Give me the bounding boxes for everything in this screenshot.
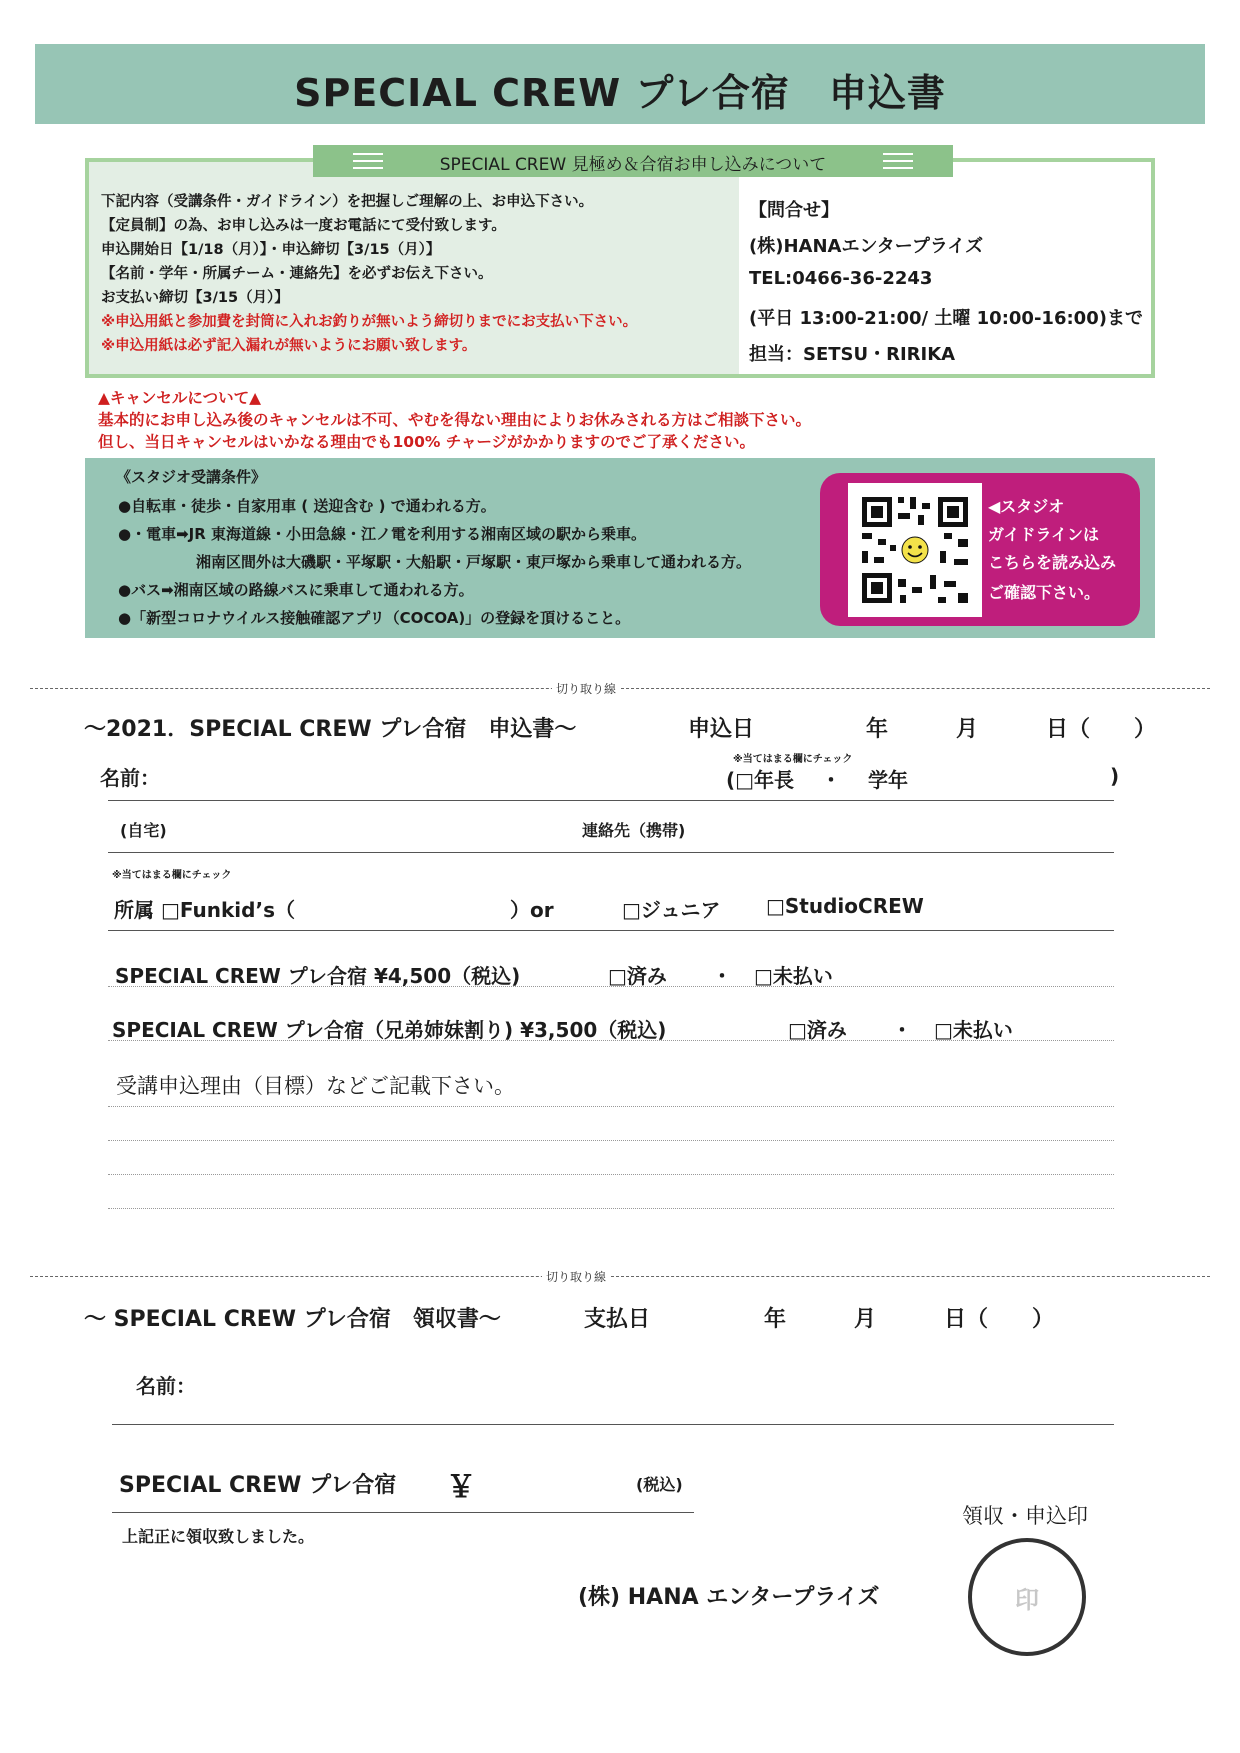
studio-condition: ●バス➡湘南区域の路線バスに乗車して通われる方。 [118,581,474,599]
check-note: ※当てはまる欄にチェック [733,754,853,765]
affil-underline [108,930,1114,931]
fee-regular: SPECIAL CREW プレ合宿 ¥4,500（税込) [115,964,521,988]
stamp-label: 領収・申込印 [962,1504,1088,1528]
receipt-company: (株) HANA エンタープライズ [578,1585,880,1610]
cancel-heading: ▲キャンセルについて▲ [98,389,262,407]
fee-regular-paid-checkbox[interactable]: □済み [608,964,667,988]
studio-heading: 《スタジオ受講条件》 [116,468,267,486]
title-banner [35,44,1205,124]
payment-year-label: 年 [764,1307,787,1332]
cut-line [30,1276,1210,1277]
receipt-heading: ～ SPECIAL CREW プレ合宿 領収書～ [84,1307,501,1332]
studio-condition: ●・電車➡JR 東海道線・小田急線・江ノ電を利用する湘南区域の駅から乗車。 [118,525,647,543]
info-line: 下記内容（受講条件・ガイドライン）を把握しご理解の上、お申込下さい。 [101,194,594,210]
fee-sibling: SPECIAL CREW プレ合宿（兄弟姉妹割り) ¥3,500（税込) [112,1018,667,1042]
cancel-line: 但し、当日キャンセルはいかなる理由でも100% チャージがかかりますのでご了承ください。 [98,433,756,451]
studio-condition: ●自転車・徒歩・自家用車 ( 送迎含む ) で通われる方。 [118,497,496,515]
info-line: 【名前・学年・所属チーム・連絡先】を必ずお伝え下さい。 [101,266,493,282]
contact-staff: 担当：SETSU・RIRIKA [749,344,956,365]
receipt-amount-label: SPECIAL CREW プレ合宿 [119,1473,397,1498]
fee-separator: ・ [712,964,732,988]
contact-phone: TEL:0466-36-2243 [749,268,933,289]
affil-note: ※当てはまる欄にチェック [112,870,232,881]
date-day-label: 日（ ） [1046,717,1157,742]
fee-separator: ・ [892,1018,912,1042]
name-underline [108,800,1114,801]
affiliation-junior-checkbox[interactable]: □ジュニア [622,898,721,922]
qr-caption-line: こちらを読み込み [988,553,1117,572]
receipt-name-underline[interactable] [112,1424,1114,1425]
home-phone-label: (自宅) [120,821,167,840]
grade-checkbox[interactable]: (□年長 ・ 学年 [726,768,908,792]
payment-date-label: 支払日 [584,1307,651,1332]
contact-heading: 【問合せ】 [749,200,839,221]
application-date-label: 申込日 [688,717,755,742]
affiliation-studiocrew-checkbox[interactable]: □StudioCREW [766,894,924,918]
form-heading: ～2021．SPECIAL CREW プレ合宿 申込書～ [84,717,577,742]
fee-sibling-underline [108,1040,1114,1041]
payment-day-label: 日（ ） [944,1307,1055,1332]
qr-caption-line: ◀スタジオ [988,497,1065,516]
contact-hours: (平日 13:00-21:00/ 土曜 10:00-16:00)まで [749,308,1143,329]
page-title: SPECIAL CREW プレ合宿 申込書 [294,71,946,115]
receipt-tax-label: (税込) [636,1475,683,1494]
seal-stamp-icon [968,1538,1086,1656]
studio-condition: ●「新型コロナウイルス接触確認アプリ（COCOA)」の登録を頂けること。 [118,609,631,627]
qr-code-icon[interactable] [848,483,982,617]
affiliation-or: ）or [510,898,554,922]
reason-line[interactable] [108,1208,1114,1209]
receipt-name-label: 名前： [136,1374,196,1398]
payment-month-label: 月 [854,1307,877,1332]
info-tab-label: SPECIAL CREW 見極め＆合宿お申し込みについて [439,155,827,175]
info-warning-line: ※申込用紙と参加費を封筒に入れお釣りが無いよう締切りまでにお支払い下さい。 [101,314,638,330]
qr-caption-line: ご確認下さい。 [988,583,1101,602]
cancel-line: 基本的にお申し込み後のキャンセルは不可、やむを得ない理由によりお休みされる方はご相談下さい。 [98,411,812,429]
fee-regular-unpaid-checkbox[interactable]: □未払い [754,964,833,988]
mobile-phone-label: 連絡先（携帯) [582,821,686,840]
yen-sign: ￥ [446,1470,476,1505]
cut-line-label: 切り取り線 [542,1268,610,1285]
info-warning-line: ※申込用紙は必ず記入漏れが無いようにお願い致します。 [101,338,477,354]
date-year-label: 年 [866,717,889,742]
reason-line[interactable] [108,1106,1114,1107]
info-tab [313,145,953,177]
reason-line[interactable] [108,1174,1114,1175]
stamp-char: 印 [1015,1586,1039,1614]
receipt-confirm: 上記正に領収致しました。 [122,1527,315,1546]
name-label: 名前： [100,766,160,790]
affiliation-funkids-checkbox[interactable]: 所属 □Funkid’s（ [114,898,295,922]
fee-sibling-paid-checkbox[interactable]: □済み [788,1018,847,1042]
date-month-label: 月 [956,717,979,742]
info-line: 申込開始日【1/18（月）】・申込締切【3/15（月）】 [101,242,441,258]
receipt-amount-underline[interactable] [112,1512,694,1513]
fee-regular-underline [108,986,1114,987]
contact-underline [108,852,1114,853]
studio-condition: 湘南区間外は大磯駅・平塚駅・大船駅・戸塚駅・東戸塚から乗車して通われる方。 [196,553,752,571]
reason-line[interactable] [108,1140,1114,1141]
reason-label: 受講申込理由（目標）などご記載下さい。 [116,1074,515,1098]
cut-line-label: 切り取り線 [552,680,620,697]
menu-lines-icon [883,153,913,174]
fee-sibling-unpaid-checkbox[interactable]: □未払い [934,1018,1013,1042]
qr-caption-line: ガイドラインは [988,525,1100,544]
contact-company: (株)HANAエンタープライズ [749,236,984,257]
info-line: 【定員制】の為、お申し込みは一度お電話にて受付致します。 [101,218,506,234]
info-line: お支払い締切【3/15（月）】 [101,290,289,306]
grade-close: ) [1110,764,1120,788]
